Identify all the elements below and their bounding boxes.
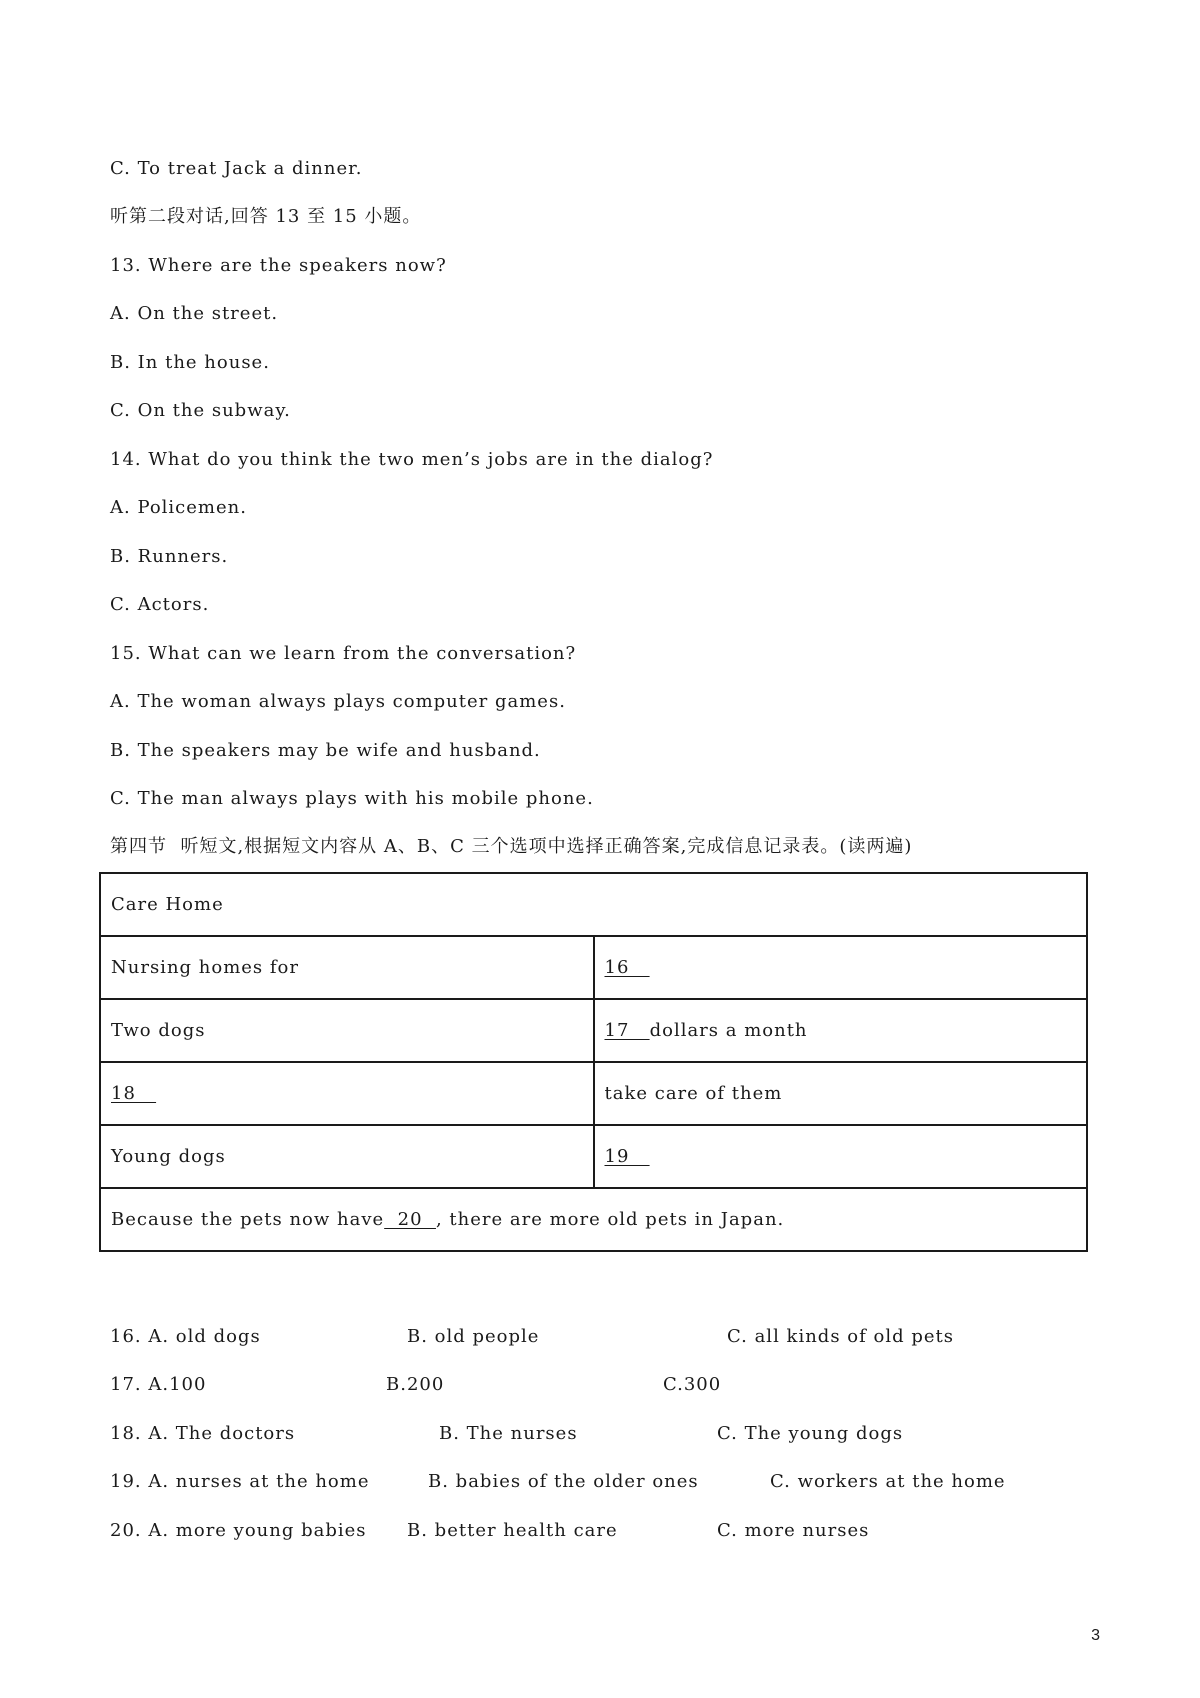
- option-14a: A. Policemen.: [110, 497, 247, 518]
- table-title: Care Home: [100, 873, 1087, 936]
- table-row: [100, 999, 1087, 1062]
- option-15c: C. The man always plays with his mobile phone.: [110, 788, 594, 809]
- option-17b: B.200: [386, 1374, 445, 1395]
- table-row: [100, 873, 1087, 936]
- table-row: [100, 1062, 1087, 1125]
- option-14c: C. Actors.: [110, 594, 210, 615]
- option-20a: 20. A. more young babies: [110, 1520, 367, 1541]
- options-18: [110, 1422, 1110, 1446]
- table-cell: [594, 936, 1088, 999]
- option-19c: C. workers at the home: [770, 1471, 1006, 1492]
- answer-blank-18: 18: [111, 1083, 157, 1104]
- option-16b: B. old people: [407, 1326, 540, 1347]
- option-19a: 19. A. nurses at the home: [110, 1471, 370, 1492]
- table-row: [100, 1188, 1087, 1251]
- table-cell: [100, 1062, 594, 1125]
- table-cell-text: dollars a month: [649, 1020, 808, 1041]
- section-instruction-dialog-2: 听第二段对话,回答 13 至 15 小题。: [110, 206, 422, 227]
- options-17: [110, 1373, 1110, 1397]
- option-19b: B. babies of the older ones: [428, 1471, 699, 1492]
- question-13: 13. Where are the speakers now?: [110, 255, 447, 276]
- option-13c: C. On the subway.: [110, 400, 291, 421]
- option-16c: C. all kinds of old pets: [727, 1326, 954, 1347]
- option-14b: B. Runners.: [110, 546, 229, 567]
- option-13b: B. In the house.: [110, 352, 270, 373]
- table-row: [100, 936, 1087, 999]
- option-20c: C. more nurses: [717, 1520, 870, 1541]
- option-18a: 18. A. The doctors: [110, 1423, 296, 1444]
- table-cell: Nursing homes for: [100, 936, 594, 999]
- footer-text-post: , there are more old pets in Japan.: [435, 1209, 785, 1230]
- option-18b: B. The nurses: [439, 1423, 578, 1444]
- footer-text-pre: Because the pets now have: [111, 1209, 385, 1230]
- answer-blank-19: 19: [604, 1146, 650, 1167]
- question-14: 14. What do you think the two men’s jobs are in the dialog?: [110, 449, 714, 470]
- option-17c: C.300: [663, 1374, 722, 1395]
- option-15a: A. The woman always plays computer games.: [110, 691, 566, 712]
- answer-blank-20: 20: [384, 1209, 436, 1230]
- options-19: [110, 1470, 1110, 1494]
- option-20b: B. better health care: [407, 1520, 618, 1541]
- table-row: [100, 1125, 1087, 1188]
- option-17a: 17. A.100: [110, 1374, 207, 1395]
- page-number: 3: [1091, 1627, 1100, 1644]
- option-12c: C. To treat Jack a dinner.: [110, 158, 363, 179]
- option-18c: C. The young dogs: [717, 1423, 904, 1444]
- table-cell: [594, 1125, 1088, 1188]
- table-cell: Two dogs: [100, 999, 594, 1062]
- table-cell: Young dogs: [100, 1125, 594, 1188]
- info-record-table: [99, 872, 1088, 1252]
- table-cell: take care of them: [594, 1062, 1088, 1125]
- options-20: [110, 1519, 1110, 1543]
- section-4-instruction: 第四节 听短文,根据短文内容从 A、B、C 三个选项中选择正确答案,完成信息记录表。(读两遍): [110, 836, 913, 857]
- option-16a: 16. A. old dogs: [110, 1326, 261, 1347]
- answer-blank-16: 16: [604, 957, 650, 978]
- question-15: 15. What can we learn from the conversation?: [110, 643, 577, 664]
- option-15b: B. The speakers may be wife and husband.: [110, 740, 541, 761]
- table-cell: [594, 999, 1088, 1062]
- option-13a: A. On the street.: [110, 303, 279, 324]
- table-footer-cell: [100, 1188, 1087, 1251]
- options-16: [110, 1325, 1110, 1349]
- answer-blank-17: 17: [604, 1020, 650, 1041]
